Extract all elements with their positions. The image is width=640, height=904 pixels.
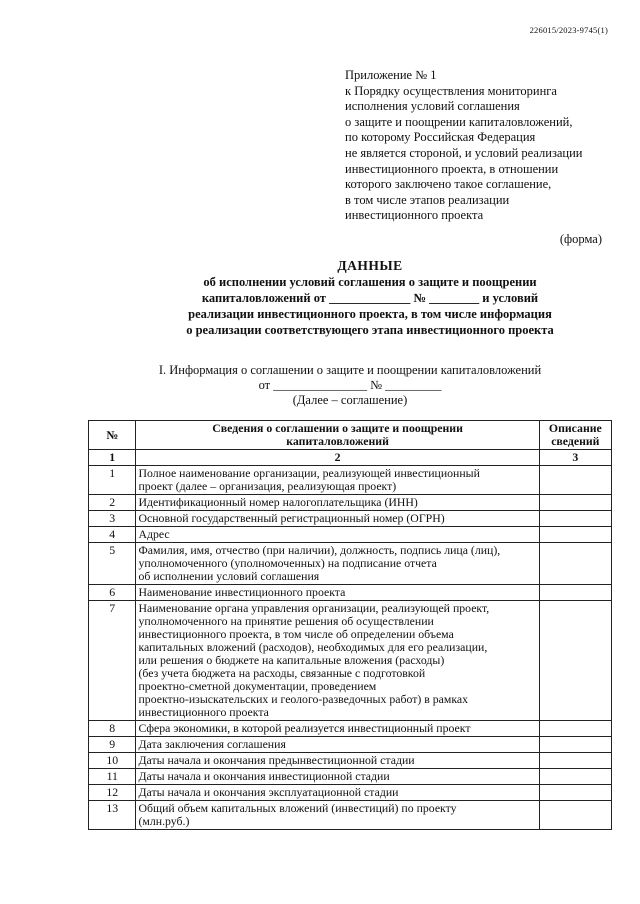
appendix-line: о защите и поощрении капиталовложений, (345, 114, 573, 129)
row-info-line: уполномоченного на принятие решения об осуществлении (138, 614, 434, 628)
row-info-line: Наименование органа управления организации, реализующей проект, (138, 601, 490, 615)
row-info-line: Идентификационный номер налогоплательщика (ИНН) (138, 495, 418, 509)
row-number: 7 (89, 601, 136, 721)
row-info-line: Сфера экономики, в которой реализуется инвестиционный проект (138, 721, 471, 735)
row-number: 12 (89, 785, 136, 801)
row-number: 6 (89, 585, 136, 601)
row-info (136, 585, 539, 601)
column-number: 3 (539, 450, 611, 466)
row-info (136, 511, 539, 527)
header-info-line: капиталовложений (286, 434, 389, 448)
row-info-line: инвестиционного проекта, в том числе об определении объема (138, 627, 454, 641)
row-info (136, 495, 539, 511)
title-line: о реализации соответствующего этапа инвестиционного проекта (186, 323, 554, 337)
form-label: (форма) (559, 232, 602, 246)
row-info-line: капитальных вложений (расходов), необходимых для его реализации, (138, 640, 488, 654)
table-row (89, 585, 612, 601)
row-number: 2 (89, 495, 136, 511)
header-desc (539, 421, 611, 450)
table-row (89, 737, 612, 753)
header-info-line: Сведения о соглашении о защите и поощрении (212, 421, 463, 435)
appendix-line: которого заключено такое соглашение, (345, 177, 552, 192)
row-info (136, 801, 539, 830)
table-row (89, 801, 612, 830)
column-number: 2 (136, 450, 539, 466)
row-number: 10 (89, 753, 136, 769)
table-row (89, 527, 612, 543)
table-row (89, 753, 612, 769)
row-number: 1 (89, 466, 136, 495)
row-number: 4 (89, 527, 136, 543)
row-info-line: Основной государственный регистрационный номер (ОГРН) (138, 511, 445, 525)
row-info-line: Дата заключения соглашения (138, 737, 286, 751)
row-info (136, 753, 539, 769)
row-number: 3 (89, 511, 136, 527)
table-row (89, 721, 612, 737)
row-number: 8 (89, 721, 136, 737)
row-info-line: Даты начала и окончания предынвестиционной стадии (138, 753, 415, 767)
row-info-line: Даты начала и окончания эксплуатационной стадии (138, 785, 399, 799)
document-title (120, 258, 620, 338)
appendix-line: Приложение № 1 (345, 68, 437, 82)
column-number-row (89, 450, 612, 466)
table-row (89, 543, 612, 585)
row-number: 9 (89, 737, 136, 753)
title-line: об исполнении условий соглашения о защите и поощрении (203, 275, 537, 289)
table-row (89, 495, 612, 511)
row-info-line: Фамилия, имя, отчество (при наличии), должность, подпись лица (лиц), (138, 543, 501, 557)
section-heading (120, 363, 580, 408)
appendix-line: инвестиционного проекта, в отношении (345, 161, 559, 176)
table-row (89, 511, 612, 527)
appendix-line: инвестиционного проекта (345, 208, 484, 223)
row-description-cell[interactable] (539, 721, 611, 737)
header-num: № (89, 421, 136, 450)
row-info-line: уполномоченного (уполномоченных) на подписание отчета (138, 556, 437, 570)
row-info (136, 769, 539, 785)
table-header-row (89, 421, 612, 450)
row-description-cell[interactable] (539, 769, 611, 785)
row-info-line: проектно-изыскательских и геолого-разведочных работ) в рамках (138, 692, 469, 706)
row-info (136, 601, 539, 721)
row-info (136, 466, 539, 495)
section-agreement-ref: от _______________ № _________ (258, 378, 442, 392)
title-line: реализации инвестиционного проекта, в том числе информация (188, 307, 552, 321)
table-row (89, 785, 612, 801)
row-number: 5 (89, 543, 136, 585)
row-description-cell[interactable] (539, 737, 611, 753)
row-description-cell[interactable] (539, 601, 611, 721)
table-row (89, 769, 612, 785)
row-info-line: проектно-сметной документации, проведением (138, 679, 377, 693)
section-title: I. Информация о соглашении о защите и поощрении капиталовложений (158, 363, 542, 377)
row-description-cell[interactable] (539, 527, 611, 543)
header-info (136, 421, 539, 450)
row-info (136, 737, 539, 753)
row-info-line: Наименование инвестиционного проекта (138, 585, 346, 599)
appendix-line: исполнения условий соглашения (345, 99, 520, 114)
row-info-line: (без учета бюджета на расходы, связанные с подготовкой (138, 666, 426, 680)
appendix-line: в том числе этапов реализации (345, 192, 510, 207)
appendix-line: по которому Российская Федерация (345, 130, 536, 145)
row-number: 11 (89, 769, 136, 785)
row-info-line: Адрес (138, 527, 170, 541)
row-info (136, 785, 539, 801)
row-description-cell[interactable] (539, 785, 611, 801)
section-note: (Далее – соглашение) (292, 393, 408, 407)
appendix-note (345, 68, 615, 224)
title-main: ДАННЫЕ (337, 258, 403, 273)
row-info-line: или решения о бюджете на капитальные вложения (расходы) (138, 653, 445, 667)
row-info (136, 527, 539, 543)
table-row (89, 466, 612, 495)
document-id: 226015/2023-9745(1) (529, 25, 608, 35)
row-description-cell[interactable] (539, 801, 611, 830)
row-number: 13 (89, 801, 136, 830)
row-description-cell[interactable] (539, 511, 611, 527)
row-description-cell[interactable] (539, 543, 611, 585)
row-info (136, 721, 539, 737)
column-number: 1 (89, 450, 136, 466)
title-line: капиталовложений от _____________ № ________ и условий (201, 291, 539, 305)
header-desc-line: сведений (551, 434, 600, 448)
row-info-line: (млн.руб.) (138, 814, 190, 828)
row-info (136, 543, 539, 585)
agreement-info-table (88, 420, 612, 830)
table-row (89, 601, 612, 721)
row-description-cell[interactable] (539, 585, 611, 601)
row-description-cell[interactable] (539, 495, 611, 511)
row-info-line: об исполнении условий соглашения (138, 569, 320, 583)
table-body (89, 466, 612, 830)
header-desc-line: Описание (548, 421, 602, 435)
row-info-line: Даты начала и окончания инвестиционной стадии (138, 769, 390, 783)
row-info-line: Общий объем капитальных вложений (инвестиций) по проекту (138, 801, 457, 815)
row-info-line: Полное наименование организации, реализующей инвестиционный (138, 466, 480, 480)
appendix-line: к Порядку осуществления мониторинга (345, 83, 557, 98)
row-info-line: проект (далее – организация, реализующая проект) (138, 479, 397, 493)
appendix-line: не является стороной, и условий реализации (345, 145, 583, 160)
row-info-line: инвестиционного проекта (138, 705, 269, 719)
row-description-cell[interactable] (539, 466, 611, 495)
row-description-cell[interactable] (539, 753, 611, 769)
